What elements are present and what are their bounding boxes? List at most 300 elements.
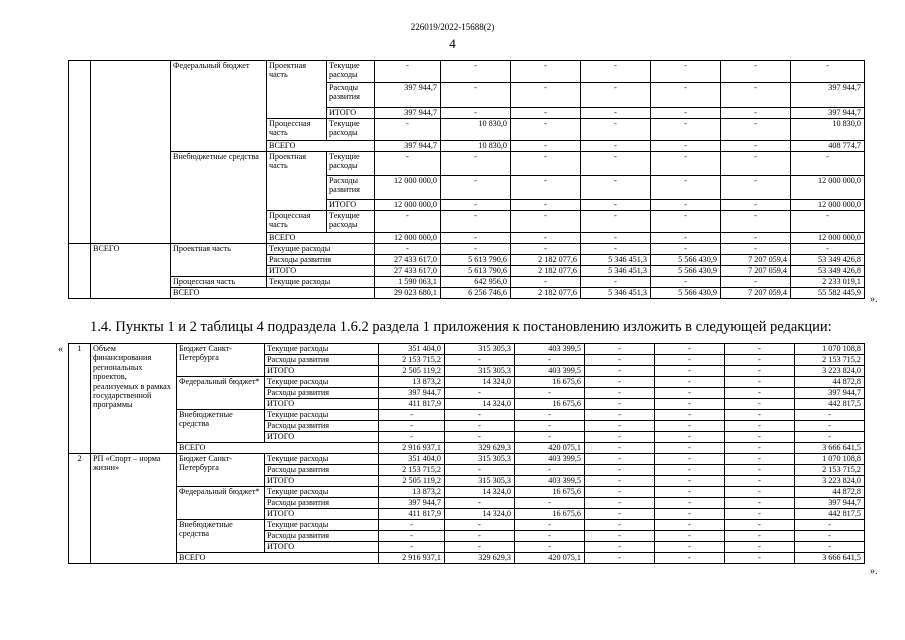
table-cell: Расходы развития bbox=[267, 255, 375, 266]
table-cell: - bbox=[375, 119, 441, 141]
table-cell: 1 070 108,8 bbox=[795, 454, 865, 465]
table-cell: - bbox=[721, 152, 791, 176]
table-cell: - bbox=[445, 388, 515, 399]
table-cell: 329 629,3 bbox=[445, 443, 515, 454]
table-cell: - bbox=[655, 553, 725, 564]
table-cell: 397 944,7 bbox=[795, 498, 865, 509]
table-cell: - bbox=[721, 141, 791, 152]
table-cell: - bbox=[511, 200, 581, 211]
table-cell: Текущие расходы bbox=[265, 410, 379, 421]
table-cell: - bbox=[655, 432, 725, 443]
table-cell: - bbox=[725, 498, 795, 509]
table-cell: Расходы развития bbox=[265, 355, 379, 366]
empty-cell bbox=[91, 119, 171, 141]
table-cell: - bbox=[791, 244, 865, 255]
table-cell: - bbox=[581, 119, 651, 141]
table-cell: ВСЕГО bbox=[177, 553, 379, 564]
table-cell: - bbox=[655, 355, 725, 366]
table-cell: - bbox=[725, 542, 795, 553]
table-cell: - bbox=[581, 277, 651, 288]
table-cell: - bbox=[379, 531, 445, 542]
table-cell: - bbox=[375, 152, 441, 176]
table-cell: 397 944,7 bbox=[375, 141, 441, 152]
table-cell: - bbox=[655, 377, 725, 388]
table-cell: - bbox=[655, 465, 725, 476]
table-cell: - bbox=[441, 244, 511, 255]
table-cell: 397 944,7 bbox=[379, 498, 445, 509]
grand-total-label: ВСЕГО bbox=[91, 244, 171, 299]
table-cell: 3 223 824,0 bbox=[795, 476, 865, 487]
table-cell: - bbox=[655, 520, 725, 531]
table-cell: 7 207 059,4 bbox=[721, 288, 791, 299]
table-cell: - bbox=[791, 152, 865, 176]
table-cell: 397 944,7 bbox=[791, 108, 865, 119]
table-cell: 10 830,0 bbox=[441, 141, 511, 152]
table-cell: - bbox=[795, 542, 865, 553]
table-cell: Текущие расходы bbox=[265, 487, 379, 498]
table-cell: - bbox=[721, 200, 791, 211]
table-cell: 14 324,0 bbox=[445, 509, 515, 520]
table-cell: ВСЕГО bbox=[267, 141, 375, 152]
table-cell: - bbox=[585, 520, 655, 531]
table-cell: - bbox=[581, 108, 651, 119]
table-cell: - bbox=[379, 410, 445, 421]
budget-table-continuation bbox=[68, 60, 865, 299]
table-cell: - bbox=[725, 399, 795, 410]
table-cell: 403 399,5 bbox=[515, 476, 585, 487]
table-cell: - bbox=[651, 200, 721, 211]
table-cell: - bbox=[651, 61, 721, 83]
table-cell: ИТОГО bbox=[265, 542, 379, 553]
table-cell: - bbox=[651, 152, 721, 176]
table-cell: - bbox=[721, 176, 791, 200]
empty-cell bbox=[91, 61, 171, 83]
row-number: 1 bbox=[69, 344, 91, 454]
table-cell: 2 182 077,6 bbox=[511, 266, 581, 277]
table-cell: - bbox=[511, 83, 581, 108]
table-cell: - bbox=[585, 388, 655, 399]
table-cell: - bbox=[791, 211, 865, 233]
table-cell: - bbox=[725, 410, 795, 421]
table-cell: 411 817,9 bbox=[379, 509, 445, 520]
part-process: Процессная часть bbox=[267, 119, 327, 141]
table-cell: 16 675,6 bbox=[515, 487, 585, 498]
table-cell: 7 207 059,4 bbox=[721, 255, 791, 266]
table-cell: - bbox=[721, 108, 791, 119]
table-cell: ИТОГО bbox=[265, 509, 379, 520]
table-cell: 27 433 617,0 bbox=[375, 266, 441, 277]
table-cell: 411 817,9 bbox=[379, 399, 445, 410]
table-cell: 29 023 680,1 bbox=[375, 288, 441, 299]
table-cell: 351 404,0 bbox=[379, 454, 445, 465]
table-cell: - bbox=[445, 520, 515, 531]
table-cell: - bbox=[585, 553, 655, 564]
table-cell: 27 433 617,0 bbox=[375, 255, 441, 266]
table-cell: ИТОГО bbox=[267, 266, 375, 277]
table-cell: - bbox=[445, 542, 515, 553]
table-cell: - bbox=[725, 520, 795, 531]
table-cell: 315 305,3 bbox=[445, 366, 515, 377]
table-cell: - bbox=[585, 443, 655, 454]
empty-cell bbox=[91, 200, 171, 211]
table-cell: - bbox=[585, 487, 655, 498]
table-cell: - bbox=[791, 61, 865, 83]
table-cell: Бюджет Санкт-Петербурга bbox=[177, 344, 265, 377]
table-cell: 408 774,7 bbox=[791, 141, 865, 152]
table-cell: Федеральный бюджет* bbox=[177, 377, 265, 410]
table-cell: 53 349 426,8 bbox=[791, 266, 865, 277]
table-cell: Расходы развития bbox=[265, 531, 379, 542]
table-cell: - bbox=[725, 355, 795, 366]
table-cell: ИТОГО bbox=[327, 108, 375, 119]
table-cell: - bbox=[375, 211, 441, 233]
table-cell: - bbox=[725, 377, 795, 388]
table-cell: - bbox=[515, 410, 585, 421]
table-cell: - bbox=[585, 421, 655, 432]
table-cell: - bbox=[585, 432, 655, 443]
table-cell: - bbox=[515, 520, 585, 531]
table-cell: - bbox=[515, 542, 585, 553]
table-cell: - bbox=[585, 531, 655, 542]
table-cell: - bbox=[721, 119, 791, 141]
table-cell: 420 075,1 bbox=[515, 553, 585, 564]
table-cell: 397 944,7 bbox=[379, 388, 445, 399]
source-federal: Федеральный бюджет bbox=[171, 61, 267, 152]
table-cell: - bbox=[445, 421, 515, 432]
table-cell: - bbox=[585, 355, 655, 366]
table-cell: Внебюджетные средства bbox=[177, 520, 265, 553]
table-cell: 2 505 119,2 bbox=[379, 366, 445, 377]
table-cell: 5 346 451,3 bbox=[581, 255, 651, 266]
table-cell: - bbox=[795, 421, 865, 432]
table-cell: 16 675,6 bbox=[515, 399, 585, 410]
empty-cell bbox=[69, 61, 91, 83]
table-cell: - bbox=[515, 388, 585, 399]
table-cell: 44 872,8 bbox=[795, 377, 865, 388]
empty-cell bbox=[69, 255, 91, 266]
table-cell: Текущие расходы bbox=[327, 211, 375, 233]
table-cell: 3 223 824,0 bbox=[795, 366, 865, 377]
table-cell: - bbox=[655, 498, 725, 509]
table-cell: - bbox=[655, 487, 725, 498]
table-cell: - bbox=[375, 244, 441, 255]
table-cell: - bbox=[585, 465, 655, 476]
table-cell: Бюджет Санкт-Петербурга bbox=[177, 454, 265, 487]
table-cell: - bbox=[515, 421, 585, 432]
table-cell: - bbox=[441, 176, 511, 200]
table-cell: Текущие расходы bbox=[265, 377, 379, 388]
table-cell: 442 817,5 bbox=[795, 399, 865, 410]
table-cell: 12 000 000,0 bbox=[375, 200, 441, 211]
table-cell: Текущие расходы bbox=[265, 454, 379, 465]
document-number: 226019/2022-15688(2) bbox=[410, 22, 495, 32]
table-cell: - bbox=[725, 344, 795, 355]
table-cell: - bbox=[515, 531, 585, 542]
table-cell: - bbox=[725, 366, 795, 377]
row-name: Объем финансирования региональных проектов, реализуемых в рамках государственной программы bbox=[91, 344, 177, 454]
empty-cell bbox=[69, 277, 91, 288]
table-cell: 14 324,0 bbox=[445, 399, 515, 410]
table-cell: - bbox=[651, 83, 721, 108]
table-cell: - bbox=[511, 108, 581, 119]
table-cell: - bbox=[655, 410, 725, 421]
table-cell: 403 399,5 bbox=[515, 366, 585, 377]
table-cell: - bbox=[721, 211, 791, 233]
table-cell: - bbox=[795, 531, 865, 542]
table-cell: - bbox=[441, 200, 511, 211]
table-cell: - bbox=[581, 141, 651, 152]
table-cell: - bbox=[651, 176, 721, 200]
table-cell: - bbox=[585, 476, 655, 487]
table-cell: 2 182 077,6 bbox=[511, 255, 581, 266]
table-cell: - bbox=[725, 476, 795, 487]
table-cell: 53 349 426,8 bbox=[791, 255, 865, 266]
empty-cell bbox=[69, 288, 91, 299]
table-cell: - bbox=[655, 509, 725, 520]
table-cell: 315 305,3 bbox=[445, 476, 515, 487]
table-cell: Текущие расходы bbox=[267, 277, 375, 288]
table-cell: 2 233 019,1 bbox=[791, 277, 865, 288]
empty-cell bbox=[91, 141, 171, 152]
table-cell: - bbox=[441, 61, 511, 83]
table-cell: ИТОГО bbox=[265, 366, 379, 377]
regional-projects-table bbox=[68, 343, 865, 564]
table-cell: - bbox=[445, 410, 515, 421]
table-cell: - bbox=[721, 61, 791, 83]
table-cell: 2 916 937,1 bbox=[379, 553, 445, 564]
table-cell: - bbox=[511, 211, 581, 233]
table-cell: - bbox=[581, 176, 651, 200]
table-cell: ИТОГО bbox=[265, 432, 379, 443]
table-cell: ИТОГО bbox=[265, 476, 379, 487]
table-cell: 315 305,3 bbox=[445, 344, 515, 355]
table-cell: - bbox=[585, 410, 655, 421]
empty-cell bbox=[91, 211, 171, 233]
table-cell: Расходы развития bbox=[327, 176, 375, 200]
empty-cell bbox=[69, 119, 91, 141]
table-cell: 2 153 715,2 bbox=[795, 465, 865, 476]
table-cell: 12 000 000,0 bbox=[791, 176, 865, 200]
table-cell: - bbox=[725, 509, 795, 520]
table-cell: Расходы развития bbox=[265, 388, 379, 399]
table-cell: - bbox=[581, 244, 651, 255]
table-cell: 44 872,8 bbox=[795, 487, 865, 498]
table-cell: 315 305,3 bbox=[445, 454, 515, 465]
table-cell: - bbox=[725, 531, 795, 542]
table-cell: - bbox=[725, 432, 795, 443]
empty-cell bbox=[91, 152, 171, 176]
table-cell: 403 399,5 bbox=[515, 454, 585, 465]
table-cell: 12 000 000,0 bbox=[791, 233, 865, 244]
table-cell: - bbox=[585, 399, 655, 410]
table-cell: - bbox=[511, 233, 581, 244]
table-cell: - bbox=[585, 498, 655, 509]
table-cell: 351 404,0 bbox=[379, 344, 445, 355]
table-cell: - bbox=[581, 152, 651, 176]
table-cell: ВСЕГО bbox=[177, 443, 379, 454]
table-cell: - bbox=[581, 61, 651, 83]
table-cell: 5 613 790,6 bbox=[441, 266, 511, 277]
table-cell: - bbox=[655, 344, 725, 355]
table-cell: - bbox=[511, 141, 581, 152]
table-cell: - bbox=[651, 233, 721, 244]
table-cell: Расходы развития bbox=[327, 83, 375, 108]
part-project: Проектная часть bbox=[267, 61, 327, 119]
table-cell: 3 666 641,5 bbox=[795, 443, 865, 454]
empty-cell bbox=[69, 266, 91, 277]
empty-cell bbox=[91, 83, 171, 108]
table-cell: 2 505 119,2 bbox=[379, 476, 445, 487]
table-cell: - bbox=[651, 119, 721, 141]
table-cell: - bbox=[655, 388, 725, 399]
table-cell: - bbox=[581, 233, 651, 244]
table-cell: 397 944,7 bbox=[791, 83, 865, 108]
empty-cell bbox=[91, 176, 171, 200]
table-cell: - bbox=[581, 200, 651, 211]
empty-cell bbox=[69, 141, 91, 152]
table-cell: Проектная часть bbox=[267, 152, 327, 211]
table-cell: - bbox=[725, 388, 795, 399]
table-cell: - bbox=[445, 498, 515, 509]
empty-cell bbox=[69, 211, 91, 233]
table-cell: Текущие расходы bbox=[267, 244, 375, 255]
table-cell: - bbox=[441, 211, 511, 233]
table-cell: 10 830,0 bbox=[791, 119, 865, 141]
table-cell: - bbox=[725, 465, 795, 476]
table-cell: - bbox=[795, 410, 865, 421]
table-cell: - bbox=[379, 421, 445, 432]
table-cell: - bbox=[655, 531, 725, 542]
table-cell: - bbox=[441, 108, 511, 119]
row-name: РП «Спорт – норма жизни» bbox=[91, 454, 177, 564]
table-cell: - bbox=[651, 244, 721, 255]
table-cell: 5 566 430,9 bbox=[651, 255, 721, 266]
table-cell: - bbox=[725, 443, 795, 454]
table-cell: 403 399,5 bbox=[515, 344, 585, 355]
table-cell: - bbox=[721, 244, 791, 255]
table-cell: - bbox=[445, 432, 515, 443]
empty-cell bbox=[69, 108, 91, 119]
table-cell: 642 956,0 bbox=[441, 277, 511, 288]
table-cell: 2 916 937,1 bbox=[379, 443, 445, 454]
table-cell: - bbox=[651, 108, 721, 119]
table-cell: - bbox=[585, 542, 655, 553]
table-cell: 12 000 000,0 bbox=[791, 200, 865, 211]
open-quote-mark: « bbox=[58, 344, 63, 355]
table-cell: - bbox=[655, 399, 725, 410]
table-cell: - bbox=[511, 119, 581, 141]
table-cell: - bbox=[379, 432, 445, 443]
table-cell: - bbox=[375, 61, 441, 83]
table-cell: 7 207 059,4 bbox=[721, 266, 791, 277]
table-cell: 12 000 000,0 bbox=[375, 176, 441, 200]
table-cell: - bbox=[721, 83, 791, 108]
table-cell: - bbox=[441, 233, 511, 244]
table-cell: - bbox=[795, 520, 865, 531]
table-cell: Расходы развития bbox=[265, 421, 379, 432]
table-cell: - bbox=[511, 277, 581, 288]
empty-cell bbox=[91, 233, 171, 244]
table-cell: 329 629,3 bbox=[445, 553, 515, 564]
table-cell: - bbox=[651, 141, 721, 152]
table-cell: ИТОГО bbox=[265, 399, 379, 410]
table-cell: Текущие расходы bbox=[265, 344, 379, 355]
table-cell: - bbox=[445, 531, 515, 542]
table-cell: 1 590 063,1 bbox=[375, 277, 441, 288]
table-cell: - bbox=[725, 454, 795, 465]
table-cell: - bbox=[725, 421, 795, 432]
table-cell: - bbox=[795, 432, 865, 443]
table-cell: - bbox=[441, 152, 511, 176]
table-cell: - bbox=[445, 465, 515, 476]
table-cell: 2 153 715,2 bbox=[795, 355, 865, 366]
table-cell: - bbox=[651, 277, 721, 288]
table-cell: 2 153 715,2 bbox=[379, 355, 445, 366]
table-cell: 10 830,0 bbox=[441, 119, 511, 141]
table-cell: Текущие расходы bbox=[327, 119, 375, 141]
table-cell: ВСЕГО bbox=[267, 233, 375, 244]
table-cell: 13 873,2 bbox=[379, 377, 445, 388]
table-cell: 16 675,6 bbox=[515, 509, 585, 520]
table-cell: Расходы развития bbox=[265, 498, 379, 509]
table-cell: - bbox=[445, 355, 515, 366]
table-cell: 14 324,0 bbox=[445, 487, 515, 498]
table-cell: - bbox=[655, 542, 725, 553]
table-cell: - bbox=[585, 344, 655, 355]
table-cell: - bbox=[725, 487, 795, 498]
table-cell: 397 944,7 bbox=[375, 83, 441, 108]
table-cell: - bbox=[655, 366, 725, 377]
table-cell: 397 944,7 bbox=[375, 108, 441, 119]
table-cell: 5 566 430,9 bbox=[651, 288, 721, 299]
table-cell: 3 666 641,5 bbox=[795, 553, 865, 564]
table-cell: 2 182 077,6 bbox=[511, 288, 581, 299]
table-cell: 420 075,1 bbox=[515, 443, 585, 454]
table-cell: - bbox=[655, 443, 725, 454]
row-number: 2 bbox=[69, 454, 91, 564]
empty-cell bbox=[69, 244, 91, 255]
table-cell: - bbox=[515, 465, 585, 476]
table-cell: - bbox=[441, 83, 511, 108]
empty-cell bbox=[69, 176, 91, 200]
table-cell: - bbox=[585, 366, 655, 377]
table-cell: - bbox=[651, 211, 721, 233]
table-cell: 2 153 715,2 bbox=[379, 465, 445, 476]
table-cell: Расходы развития bbox=[265, 465, 379, 476]
table-cell: - bbox=[581, 211, 651, 233]
table-cell: Процессная часть bbox=[267, 211, 327, 233]
table-cell: - bbox=[581, 83, 651, 108]
table-cell: - bbox=[655, 421, 725, 432]
close-quote-mark: ». bbox=[870, 294, 878, 305]
table-cell: 5 346 451,3 bbox=[581, 288, 651, 299]
table-cell: 6 256 746,6 bbox=[441, 288, 511, 299]
table-cell: 14 324,0 bbox=[445, 377, 515, 388]
table-cell: 12 000 000,0 bbox=[375, 233, 441, 244]
table-cell: - bbox=[725, 553, 795, 564]
table-cell: - bbox=[721, 233, 791, 244]
table-cell: Проектная часть bbox=[171, 244, 267, 277]
table-cell: - bbox=[585, 454, 655, 465]
close-quote-mark-2: ». bbox=[870, 566, 878, 577]
table-cell: - bbox=[655, 454, 725, 465]
page-number: 4 bbox=[449, 36, 456, 51]
table-cell: - bbox=[585, 509, 655, 520]
table-cell: - bbox=[511, 176, 581, 200]
table-cell: Процессная часть bbox=[171, 277, 267, 288]
table-cell: 442 817,5 bbox=[795, 509, 865, 520]
empty-cell bbox=[69, 152, 91, 176]
